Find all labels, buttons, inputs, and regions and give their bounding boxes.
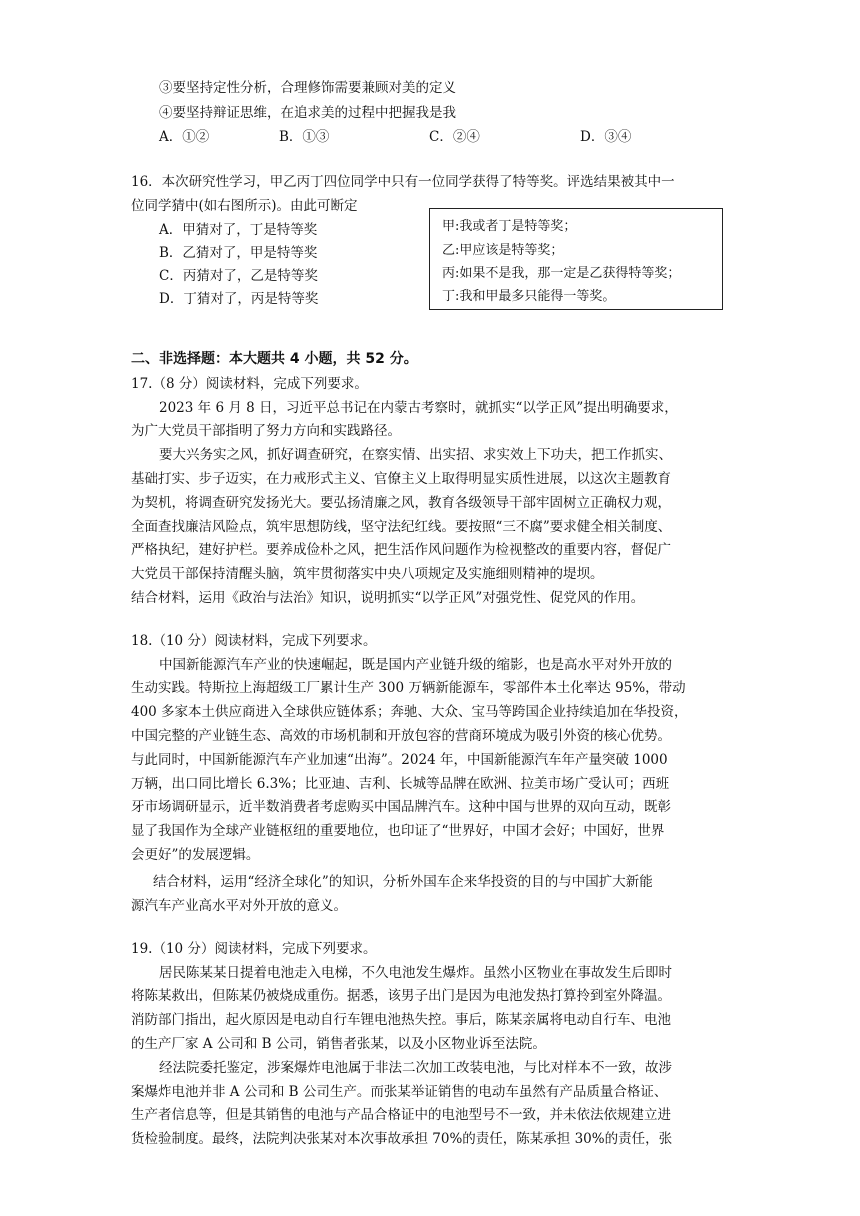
q17-question: 结合材料，运用《政治与法治》知识，说明抓实“以学正风”对强党性、促党风的作用。 <box>131 590 645 606</box>
q17-line-4: 基础打实、步子迈实，在力戒形式主义、官僚主义上取得明显实质性进展，以这次主题教育 <box>131 471 671 487</box>
q19-title: 19.（10 分）阅读材料，完成下列要求。 <box>131 941 377 957</box>
q16-stem-line-2: 位同学猜中(如右图所示)。由此可断定 <box>131 198 358 214</box>
q16-guess-box <box>429 208 723 310</box>
guess-ding: 丁:我和甲最多只能得一等奖。 <box>442 289 616 304</box>
guess-jia: 甲:我或者丁是特等奖； <box>442 219 577 234</box>
q17-line-8: 大党员干部保持清醒头脑，筑牢贯彻落实中央八项规定及实施细则精神的堤坝。 <box>131 566 604 582</box>
q19-line-2: 将陈某救出，但陈某仍被烧成重伤。据悉，该男子出门是因为电池发热打算拎到室外降温。 <box>131 988 671 1004</box>
q17-title: 17.（8 分）阅读材料，完成下列要求。 <box>131 376 368 392</box>
q15-option-a: A．①② <box>159 129 210 145</box>
q16-option-c: C．丙猜对了，乙是特等奖 <box>159 268 318 284</box>
q15-statement-4: ④要坚持辩证思维，在追求美的过程中把握我是我 <box>159 105 456 121</box>
section-2-heading: 二、非选择题：本大题共 4 小题，共 52 分。 <box>131 351 418 367</box>
q19-line-4: 的生产厂家 A 公司和 B 公司，销售者张某，以及小区物业诉至法院。 <box>131 1036 546 1052</box>
q16-stem-line-1: 16．本次研究性学习，甲乙丙丁四位同学中只有一位同学获得了特等奖。评选结果被其中一 <box>131 174 675 190</box>
q19-line-7: 生产者信息等，但是其销售的电池与产品合格证中的电池型号不一致，并未依法依规建立进 <box>131 1107 671 1123</box>
q18-line-4: 中国完整的产业链生态、高效的市场机制和开放包容的营商环境成为吸引外资的核心优势。 <box>131 728 671 744</box>
q18-line-6: 万辆，出口同比增长 6.3%；比亚迪、吉利、长城等品牌在欧洲、拉美市场广受认可；西班 <box>131 776 670 792</box>
q17-line-1: 2023 年 6 月 8 日，习近平总书记在内蒙古考察时，就抓实“以学正风”提出明确要求， <box>159 400 678 416</box>
q18-question-line-1: 结合材料，运用“经济全球化”的知识，分析外国车企来华投资的目的与中国扩大新能 <box>153 874 653 890</box>
q17-line-2: 为广大党员干部指明了努力方向和实践路径。 <box>131 423 401 439</box>
q18-line-3: 400 多家本土供应商进入全球供应链体系；奔驰、大众、宝马等跨国企业持续追加在华投资， <box>131 704 688 720</box>
q16-option-d: D．丁猜对了，丙是特等奖 <box>159 291 319 307</box>
q19-line-6: 案爆炸电池并非 A 公司和 B 公司生产。而张某举证销售的电动车虽然有产品质量合格证、 <box>131 1084 668 1100</box>
q17-line-6: 全面查找廉洁风险点，筑牢思想防线，坚守法纪红线。要按照“三不腐”要求健全相关制度、 <box>131 519 672 535</box>
q19-line-3: 消防部门指出，起火原因是电动自行车锂电池热失控。事后，陈某亲属将电动自行车、电池 <box>131 1012 671 1028</box>
q18-question-line-2: 源汽车产业高水平对外开放的意义。 <box>131 898 347 914</box>
q18-line-8: 显了我国作为全球产业链枢纽的重要地位，也印证了“世界好，中国才会好；中国好，世界 <box>131 823 665 839</box>
guess-yi: 乙:甲应该是特等奖； <box>442 243 564 258</box>
q18-line-1: 中国新能源汽车产业的快速崛起，既是国内产业链升级的缩影，也是高水平对外开放的 <box>159 657 672 673</box>
q18-line-7: 牙市场调研显示，近半数消费者考虑购买中国品牌汽车。这种中国与世界的双向互动，既彰 <box>131 799 671 815</box>
q15-statement-3: ③要坚持定性分析，合理修饰需要兼顾对美的定义 <box>159 80 456 96</box>
q17-line-5: 为契机，将调查研究发扬光大。要弘扬清廉之风，教育各级领导干部牢固树立正确权力观， <box>131 495 671 511</box>
q17-line-3: 要大兴务实之风，抓好调查研究，在察实情、出实招、求实效上下功夫，把工作抓实、 <box>159 447 672 463</box>
q18-line-5: 与此同时，中国新能源汽车产业加速“出海”。2024 年，中国新能源汽车年产量突破 1000 <box>131 752 668 768</box>
q19-line-5: 经法院委托鉴定，涉案爆炸电池属于非法二次加工改装电池，与比对样本不一致，故涉 <box>159 1060 672 1076</box>
guess-bing: 丙:如果不是我，那一定是乙获得特等奖； <box>442 266 681 281</box>
q18-line-9: 会更好”的发展逻辑。 <box>131 847 260 863</box>
q15-option-b: B．①③ <box>279 129 330 145</box>
q15-option-d: D．③④ <box>580 129 632 145</box>
q19-line-8: 货检验制度。最终，法院判决张某对本次事故承担 70%的责任，陈某承担 30%的责任，张 <box>131 1131 673 1147</box>
q17-line-7: 严格执纪，建好护栏。要养成俭朴之风，把生活作风问题作为检视整改的重要内容，督促广 <box>131 542 671 558</box>
q16-option-b: B．乙猜对了，甲是特等奖 <box>159 245 318 261</box>
q15-option-c: C．②④ <box>429 129 480 145</box>
q18-title: 18.（10 分）阅读材料，完成下列要求。 <box>131 633 377 649</box>
q19-line-1: 居民陈某某日提着电池走入电梯，不久电池发生爆炸。虽然小区物业在事故发生后即时 <box>159 965 672 981</box>
q18-line-2: 生动实践。特斯拉上海超级工厂累计生产 300 万辆新能源车，零部件本土化率达 95%，带动 <box>131 680 686 696</box>
q16-option-a: A．甲猜对了，丁是特等奖 <box>159 222 318 238</box>
